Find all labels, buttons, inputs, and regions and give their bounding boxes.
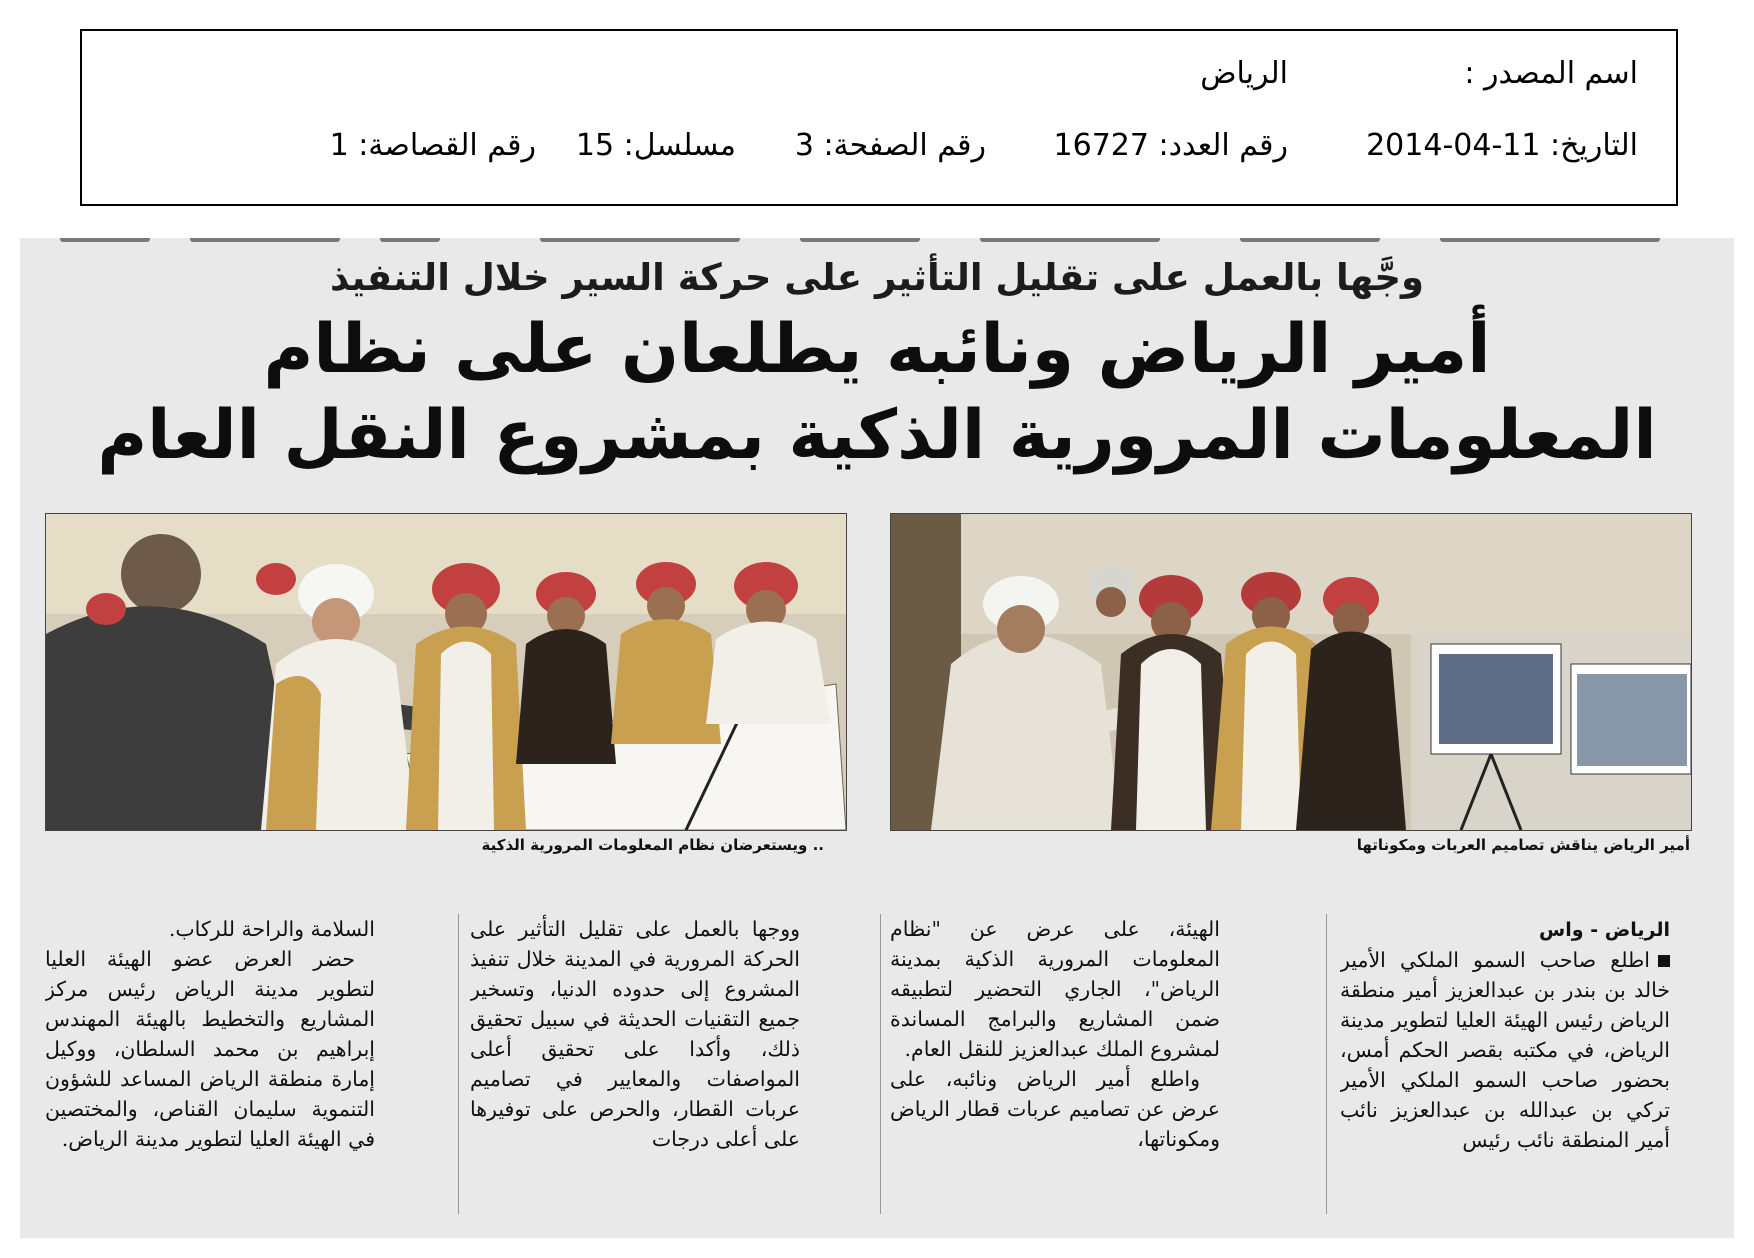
serial-field: مسلسل: 15	[575, 128, 736, 163]
column-1-text: اطلع صاحب السمو الملكي الأمير خالد بن بندر بن عبدالعزيز أمير منطقة الرياض رئيس الهيئة العليا لتطوير مدينة الرياض، في مكتبه بقصر الحكم أمس، بحضور صاحب السمو الملكي الأمير تركي بن عبدالله بن عبدالعزيز نائب أمير المنطقة نائب رئيس	[1340, 948, 1670, 1152]
column-divider	[880, 914, 881, 1214]
cut-text-fragments	[20, 238, 1734, 250]
column-divider	[458, 914, 459, 1214]
source-label: اسم المصدر :	[1464, 56, 1638, 91]
article-byline: الرياض - واس	[1539, 919, 1670, 941]
article-column-4	[45, 914, 375, 1224]
photo-prince-discusses-designs	[890, 513, 1692, 831]
column-4-paragraph-1: السلامة والراحة للركاب.	[168, 917, 375, 941]
clip-number-field: رقم القصاصة: 1	[329, 128, 536, 163]
headline-line-2: المعلومات المرورية الذكية بمشروع النقل العام	[97, 396, 1657, 475]
issue-number-field: رقم العدد: 16727	[1053, 128, 1288, 163]
photo-prince-reviews-system	[45, 513, 847, 831]
article-column-3	[470, 914, 800, 1224]
caption-left-photo: .. ويستعرضان نظام المعلومات المرورية الذكية	[481, 836, 824, 854]
article-kicker: وجَّها بالعمل على تقليل التأثير على حركة السير خلال التنفيذ	[329, 256, 1424, 299]
date-field: التاريخ: 11-04-2014	[1366, 128, 1638, 163]
page-number-field: رقم الصفحة: 3	[794, 128, 986, 163]
source-value: الرياض	[1200, 56, 1288, 91]
column-2-paragraph-2: واطلع أمير الرياض ونائبه، على عرض عن تصاميم عربات قطار الرياض ومكوناتها،	[890, 1067, 1220, 1151]
newspaper-clipping	[20, 238, 1734, 1238]
column-4-paragraph-2: حضر العرض عضو الهيئة العليا لتطوير مدينة الرياض رئيس مركز المشاريع والتخطيط بالهيئة المهندس إبراهيم بن محمد السلطان، ووكيل إمارة منطقة الرياض المساعد للشؤون التنموية سليمان القناص، والمختصين في الهيئة العليا لتطوير مدينة الرياض.	[45, 947, 375, 1151]
source-info-box	[80, 29, 1678, 206]
article-column-2	[890, 914, 1220, 1224]
caption-right-photo: أمير الرياض يناقش تصاميم العربات ومكوناتها	[1356, 836, 1690, 854]
article-column-1	[1340, 914, 1670, 1224]
column-3-text: ووجها بالعمل على تقليل التأثير على الحركة المرورية في المدينة خلال تنفيذ المشروع إلى حدوده الدنيا، وتسخير جميع التقنيات الحديثة في سبيل تحقيق ذلك، وأكدا على تحقيق أعلى المواصفات والمعايير في تصاميم عربات القطار، والحرص على توفيرها على أعلى درجات	[470, 917, 800, 1151]
bullet-square-icon	[1658, 955, 1670, 967]
column-divider	[1326, 914, 1327, 1214]
headline-line-1: أمير الرياض ونائبه يطلعان على نظام	[263, 310, 1491, 389]
column-2-paragraph-1: الهيئة، على عرض عن "نظام المعلومات المرورية الذكية بمدينة الرياض"، الجاري التحضير لتطبيقه ضمن المشاريع والبرامج المساندة لمشروع الملك عبدالعزيز للنقل العام.	[890, 917, 1220, 1061]
